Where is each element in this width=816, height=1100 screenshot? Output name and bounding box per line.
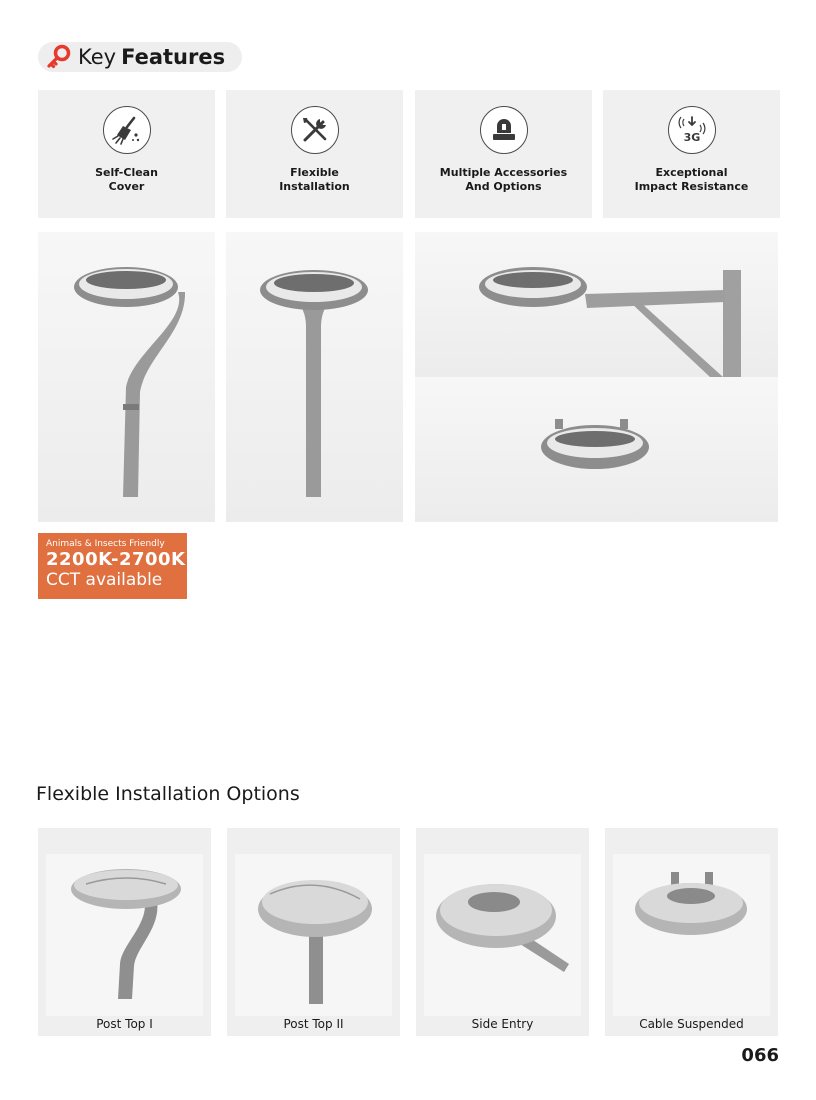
option-card-side-entry — [416, 828, 589, 1036]
option-label: Post Top I — [96, 1017, 153, 1031]
luminaire-straight-post-image — [226, 232, 403, 522]
photo-cable-suspended — [415, 377, 778, 522]
badge-cct-range: 2200K-2700K — [46, 549, 186, 570]
option-card-cable-suspended — [605, 828, 778, 1036]
option-image — [424, 854, 581, 1016]
option-image — [46, 854, 203, 1016]
impact-3g-text: 3G — [683, 131, 700, 144]
option-label: Side Entry — [471, 1017, 534, 1031]
feature-label: Multiple Accessories And Options — [439, 166, 568, 193]
option-image — [613, 854, 770, 1016]
tools-icon — [298, 113, 332, 147]
post-top-1-image — [46, 854, 203, 1016]
post-top-2-image — [235, 854, 392, 1016]
impact-3g-icon — [675, 113, 709, 147]
feature-icon-circle — [291, 106, 339, 154]
side-entry-image — [424, 854, 581, 1016]
photo-side-entry — [415, 232, 778, 377]
badge-availability: CCT available — [46, 570, 163, 590]
luminaire-curved-arm-image — [38, 232, 215, 522]
installation-section-title: Flexible Installation Options — [36, 783, 300, 805]
photo-post-top-straight — [226, 232, 403, 522]
feature-card-flexible-installation — [226, 90, 403, 218]
feature-card-self-clean — [38, 90, 215, 218]
luminaire-side-entry-image — [415, 232, 778, 377]
broom-icon — [110, 113, 144, 147]
page-title: Key Features — [78, 45, 226, 69]
feature-label: Exceptional Impact Resistance — [634, 166, 749, 193]
option-label: Cable Suspended — [639, 1017, 744, 1031]
feature-label: Self-Clean Cover — [95, 166, 158, 193]
photo-post-top-curved — [38, 232, 215, 522]
option-card-post-top-1 — [38, 828, 211, 1036]
key-features-header — [38, 42, 242, 72]
feature-label: Flexible Installation — [279, 166, 350, 193]
badge-subtitle: Animals & Insects Friendly — [46, 539, 165, 549]
connector-icon — [487, 113, 521, 147]
cct-badge — [38, 533, 187, 599]
feature-icon-circle — [480, 106, 528, 154]
luminaire-suspended-image — [415, 377, 778, 522]
feature-card-impact-resistance — [603, 90, 780, 218]
option-label: Post Top II — [283, 1017, 344, 1031]
option-image — [235, 854, 392, 1016]
page-number: 066 — [741, 1045, 779, 1066]
cable-suspended-image — [613, 854, 770, 1016]
feature-card-accessories — [415, 90, 592, 218]
option-card-post-top-2 — [227, 828, 400, 1036]
feature-icon-circle — [103, 106, 151, 154]
key-icon — [46, 44, 72, 70]
feature-icon-circle — [668, 106, 716, 154]
